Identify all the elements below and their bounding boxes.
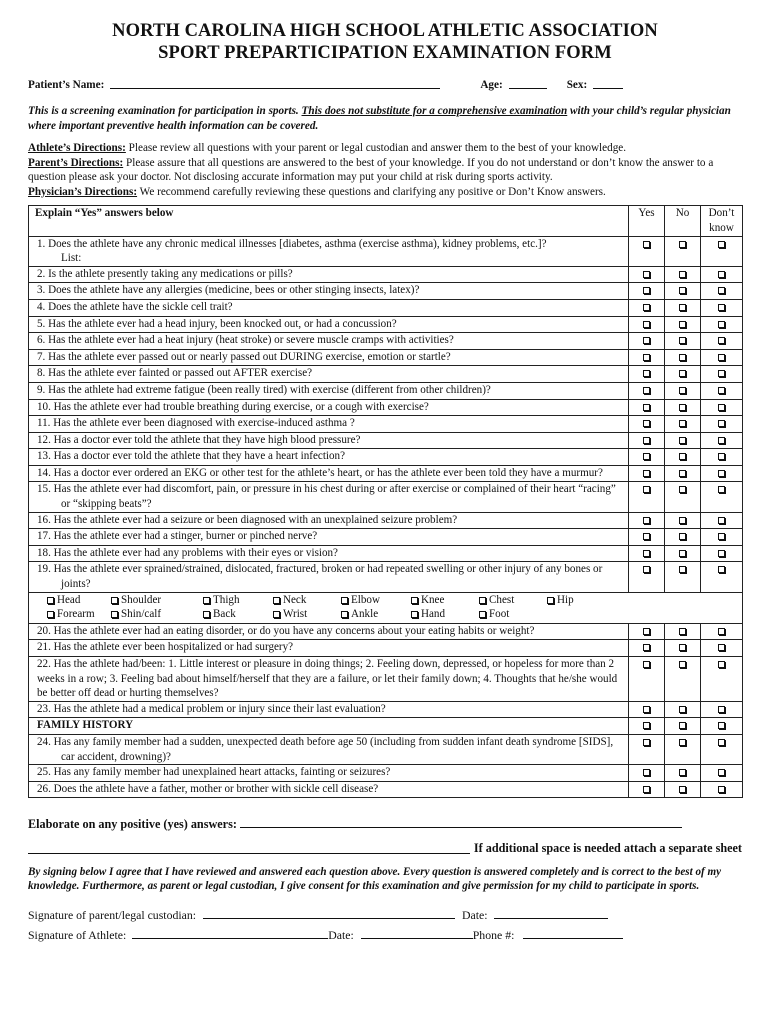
question-row-16 (29, 512, 743, 529)
question-text: 1. Does the athlete have any chronic medical illnesses [diabetes, asthma (exercise asthma), kidney problems, etc.]? (37, 237, 547, 250)
body-part-label: Neck (283, 593, 307, 606)
no-checkbox[interactable] (679, 387, 686, 394)
parent-date-field[interactable] (494, 907, 608, 919)
question-row-23 (29, 701, 743, 718)
dont-know-checkbox[interactable] (718, 241, 725, 248)
question-text: 9. Has the athlete had extreme fatigue (been really tired) with exercise (different from other children)? (37, 383, 491, 396)
additional-space-note: If additional space is needed attach a separate sheet (473, 840, 742, 855)
question-text: 12. Has a doctor ever told the athlete that they have high blood pressure? (37, 433, 361, 446)
question-row-13 (29, 449, 743, 466)
dont-know-checkbox[interactable] (718, 470, 725, 477)
body-part-label: Thigh (213, 593, 240, 606)
no-checkbox[interactable] (679, 739, 686, 746)
body-part-label: Forearm (57, 608, 95, 621)
no-checkbox[interactable] (679, 661, 686, 668)
yes-checkbox[interactable] (643, 722, 650, 729)
explain-header: Explain “Yes” answers below (29, 206, 629, 236)
question-text: 25. Has any family member had unexplained heart attacks, fainting or seizures? (37, 766, 391, 779)
question-text: 22. Has the athlete had/been: 1. Little interest or pleasure in doing things; 2. Feeling down, depressed, or hopeless for more than 2 weeks in a row; 3. Feeling bad about himself/herself that they are a failure, or let their family down; 4. Thoughts that he/she would be better off dead or hurting themselves? (37, 658, 618, 700)
question-row-5 (29, 316, 743, 333)
yes-checkbox[interactable] (643, 321, 650, 328)
body-part-shoulder[interactable] (111, 593, 203, 608)
no-checkbox[interactable] (679, 420, 686, 427)
sex-field[interactable] (593, 78, 623, 89)
question-row-2 (29, 266, 743, 283)
no-checkbox[interactable] (679, 337, 686, 344)
yes-checkbox[interactable] (643, 387, 650, 394)
question-text: 16. Has the athlete ever had a seizure or been diagnosed with an unexplained seizure problem? (37, 513, 458, 526)
question-text: 19. Has the athlete ever sprained/strained, dislocated, fractured, broken or had repeated swelling or other injury of any bones or joints? (37, 563, 603, 591)
sex-label: Sex: (566, 79, 588, 91)
checkbox-icon (479, 611, 486, 618)
body-part-label: Knee (421, 593, 445, 606)
body-part-knee[interactable] (411, 593, 479, 608)
yes-checkbox[interactable] (643, 241, 650, 248)
yes-checkbox[interactable] (643, 550, 650, 557)
body-parts-row (29, 592, 743, 623)
athlete-date-field[interactable] (361, 927, 473, 939)
question-text: 15. Has the athlete ever had discomfort, pain, or pressure in his chest during or after exercise or complained of their heart “racing” or “skipping beats”? (37, 483, 616, 511)
family-history-heading: FAMILY HISTORY (37, 719, 134, 732)
question-text: 11. Has the athlete ever been diagnosed with exercise-induced asthma ? (37, 417, 355, 430)
list-label: List: (61, 252, 82, 265)
no-checkbox[interactable] (679, 241, 686, 248)
no-checkbox[interactable] (679, 769, 686, 776)
question-row-26 (29, 781, 743, 798)
question-row-6 (29, 333, 743, 350)
yes-checkbox[interactable] (643, 786, 650, 793)
question-text: 17. Has the athlete ever had a stinger, burner or pinched nerve? (37, 530, 318, 543)
athlete-directions-text: Please review all questions with your parent or legal custodian and answer them to the best of your knowledge. (125, 142, 627, 154)
body-part-label: Hip (557, 593, 574, 606)
dont-know-checkbox[interactable] (718, 517, 725, 524)
checkbox-icon (479, 597, 486, 604)
dont-know-checkbox[interactable] (718, 566, 725, 573)
no-checkbox[interactable] (679, 550, 686, 557)
yes-checkbox[interactable] (643, 644, 650, 651)
no-checkbox[interactable] (679, 786, 686, 793)
no-checkbox[interactable] (679, 722, 686, 729)
question-row-19 (29, 562, 743, 592)
checkbox-icon (203, 611, 210, 618)
dont-know-checkbox[interactable] (718, 769, 725, 776)
yes-header: Yes (629, 206, 665, 236)
dont-know-checkbox[interactable] (718, 404, 725, 411)
dont-know-checkbox[interactable] (718, 437, 725, 444)
no-checkbox[interactable] (679, 370, 686, 377)
checkbox-icon (111, 611, 118, 618)
no-checkbox[interactable] (679, 287, 686, 294)
checkbox-icon (547, 597, 554, 604)
dont-know-checkbox[interactable] (718, 644, 725, 651)
title-line-2: SPORT PREPARTICIPATION EXAMINATION FORM (158, 43, 612, 63)
yes-checkbox[interactable] (643, 437, 650, 444)
body-part-label: Shin/calf (121, 608, 162, 621)
age-field[interactable] (509, 78, 547, 89)
dont-know-checkbox[interactable] (718, 420, 725, 427)
family-history-row (29, 718, 743, 735)
question-row-7 (29, 349, 743, 366)
question-row-15 (29, 482, 743, 512)
athlete-directions (28, 141, 742, 156)
no-header: No (665, 206, 701, 236)
screening-text-1: This is a screening examination for participation in sports. (28, 105, 302, 117)
body-part-label: Wrist (283, 608, 308, 621)
body-part-label: Chest (489, 593, 515, 606)
body-part-elbow[interactable] (341, 593, 411, 608)
physician-directions-text: We recommend carefully reviewing these questions and clarifying any positive or Don’t Know answers. (137, 185, 606, 198)
phone-label: Phone #: (472, 927, 515, 942)
dont-know-header: Don’t know (701, 206, 743, 236)
body-part-label: Head (57, 593, 81, 606)
no-checkbox[interactable] (679, 304, 686, 311)
checkbox-icon (411, 611, 418, 618)
dont-know-checkbox[interactable] (718, 321, 725, 328)
question-row-9 (29, 382, 743, 399)
question-text: 23. Has the athlete had a medical problem or injury since their last evaluation? (37, 702, 386, 715)
yes-checkbox[interactable] (643, 453, 650, 460)
body-part-label: Hand (421, 608, 446, 621)
dont-know-checkbox[interactable] (718, 453, 725, 460)
patient-info-row (28, 78, 742, 92)
parent-directions-label: Parent’s Directions: (28, 156, 124, 169)
parent-directions-text: Please assure that all questions are answered to the best of your knowledge. If you do not understand or don’t know the answer to a question please ask your doctor. Not disclosing accurate information may put your child at risk during sports activity. (28, 156, 714, 184)
body-part-foot[interactable] (479, 607, 547, 622)
questions-table (28, 205, 743, 798)
no-checkbox[interactable] (679, 321, 686, 328)
checkbox-icon (411, 597, 418, 604)
dont-know-checkbox[interactable] (718, 722, 725, 729)
body-part-shin-calf[interactable] (111, 607, 203, 622)
body-part-back[interactable] (203, 607, 273, 622)
dont-know-checkbox[interactable] (718, 304, 725, 311)
consent-statement: By signing below I agree that I have reviewed and answered each question above. Every question is answered completely and is correct to the best of my knowledge. Furthermore, as parent or legal custodian, I give consent for this examination and give permission for my child to participate in sports. (28, 865, 722, 893)
question-text: 8. Has the athlete ever fainted or passed out AFTER exercise? (37, 367, 313, 380)
question-text: 21. Has the athlete ever been hospitalized or had surgery? (37, 641, 294, 654)
yes-checkbox[interactable] (643, 486, 650, 493)
question-row-18 (29, 545, 743, 562)
body-part-hip[interactable] (547, 593, 607, 608)
body-parts-grid-2 (33, 607, 738, 622)
title-line-1: NORTH CAROLINA HIGH SCHOOL ATHLETIC ASSOCIATION (112, 21, 658, 41)
body-part-label: Elbow (351, 593, 380, 606)
athlete-signature-field[interactable] (132, 927, 328, 939)
body-part-head[interactable] (47, 593, 111, 608)
yes-checkbox[interactable] (643, 337, 650, 344)
checkbox-icon (47, 597, 54, 604)
dont-know-checkbox[interactable] (718, 786, 725, 793)
dont-know-checkbox[interactable] (718, 370, 725, 377)
yes-checkbox[interactable] (643, 661, 650, 668)
body-part-forearm[interactable] (47, 607, 111, 622)
dont-know-checkbox[interactable] (718, 706, 725, 713)
body-part-ankle[interactable] (341, 607, 411, 622)
question-text: 2. Is the athlete presently taking any medications or pills? (37, 267, 293, 280)
checkbox-icon (47, 611, 54, 618)
body-part-wrist[interactable] (273, 607, 341, 622)
dont-know-checkbox[interactable] (718, 387, 725, 394)
yes-checkbox[interactable] (643, 404, 650, 411)
body-parts-grid-1 (33, 593, 738, 608)
yes-checkbox[interactable] (643, 706, 650, 713)
dont-know-checkbox[interactable] (718, 739, 725, 746)
elaborate-field-2[interactable] (28, 841, 470, 854)
body-part-label: Ankle (351, 608, 379, 621)
checkbox-icon (203, 597, 210, 604)
question-text: 3. Does the athlete have any allergies (medicine, bees or other stinging insects, latex)? (37, 284, 420, 297)
yes-checkbox[interactable] (643, 470, 650, 477)
signature-block (28, 902, 742, 948)
dont-know-checkbox[interactable] (718, 287, 725, 294)
no-checkbox[interactable] (679, 628, 686, 635)
dont-know-checkbox[interactable] (718, 628, 725, 635)
question-text: 14. Has a doctor ever ordered an EKG or other test for the athlete’s heart, or has the athlete ever been told they have a murmur? (37, 466, 603, 479)
parent-signature-field[interactable] (203, 907, 455, 919)
question-row-10 (29, 399, 743, 416)
phone-field[interactable] (523, 927, 623, 939)
no-checkbox[interactable] (679, 404, 686, 411)
no-checkbox[interactable] (679, 517, 686, 524)
dont-know-checkbox[interactable] (718, 337, 725, 344)
parent-signature-label: Signature of parent/legal custodian: (28, 907, 197, 922)
question-row-1 (29, 236, 743, 266)
body-part-neck[interactable] (273, 593, 341, 608)
patient-name-field[interactable] (110, 78, 440, 89)
question-text: 10. Has the athlete ever had trouble breathing during exercise, or a cough with exercise? (37, 400, 429, 413)
body-part-hand[interactable] (411, 607, 479, 622)
question-row-21 (29, 640, 743, 657)
yes-checkbox[interactable] (643, 739, 650, 746)
screening-notice (28, 104, 742, 134)
dont-know-checkbox[interactable] (718, 661, 725, 668)
dont-know-checkbox[interactable] (718, 271, 725, 278)
yes-checkbox[interactable] (643, 420, 650, 427)
athlete-directions-label: Athlete’s Directions: (28, 142, 126, 154)
question-text: 20. Has the athlete ever had an eating disorder, or do you have any concerns about your eating habits or weight? (37, 624, 535, 637)
no-checkbox[interactable] (679, 437, 686, 444)
no-checkbox[interactable] (679, 566, 686, 573)
question-row-4 (29, 299, 743, 316)
yes-checkbox[interactable] (643, 271, 650, 278)
yes-checkbox[interactable] (643, 566, 650, 573)
body-part-chest[interactable] (479, 593, 547, 608)
dont-know-checkbox[interactable] (718, 533, 725, 540)
checkbox-icon (341, 597, 348, 604)
body-part-label: Back (213, 608, 236, 621)
question-row-17 (29, 529, 743, 546)
physician-directions-label: Physician’s Directions: (28, 185, 138, 198)
elaborate-row-2 (28, 841, 742, 856)
directions (28, 141, 742, 199)
patient-name-label: Patient’s Name: (28, 79, 105, 91)
athlete-signature-row (28, 922, 742, 948)
question-row-20 (29, 623, 743, 640)
yes-checkbox[interactable] (643, 517, 650, 524)
checkbox-icon (341, 611, 348, 618)
table-header (29, 206, 743, 236)
parent-directions (28, 156, 742, 185)
athlete-signature-label: Signature of Athlete: (28, 927, 127, 942)
physician-directions (28, 185, 742, 200)
question-row-8 (29, 366, 743, 383)
question-text: 24. Has any family member had a sudden, unexpected death before age 50 (including from sudden infant death syndrome [SIDS], car accident, drowning)? (37, 735, 614, 763)
yes-checkbox[interactable] (643, 533, 650, 540)
question-row-25 (29, 765, 743, 782)
yes-checkbox[interactable] (643, 287, 650, 294)
checkbox-icon (273, 597, 280, 604)
body-part-label: Foot (489, 608, 510, 621)
elaborate-field[interactable] (240, 816, 682, 828)
no-checkbox[interactable] (679, 533, 686, 540)
parent-date-label: Date: (461, 907, 488, 922)
question-text: 26. Does the athlete have a father, mother or brother with sickle cell disease? (37, 782, 379, 795)
age-label: Age: (480, 79, 503, 91)
athlete-date-label: Date: (328, 927, 354, 942)
no-checkbox[interactable] (679, 470, 686, 477)
dont-know-checkbox[interactable] (718, 550, 725, 557)
no-checkbox[interactable] (679, 706, 686, 713)
question-row-14 (29, 465, 743, 482)
yes-checkbox[interactable] (643, 370, 650, 377)
question-text: 6. Has the athlete ever had a heat injury (heat stroke) or severe muscle cramps with activities? (37, 334, 454, 347)
no-checkbox[interactable] (679, 486, 686, 493)
dont-know-checkbox[interactable] (718, 486, 725, 493)
question-text: 13. Has a doctor ever told the athlete that they have a heart infection? (37, 450, 346, 463)
no-checkbox[interactable] (679, 453, 686, 460)
checkbox-icon (273, 611, 280, 618)
dont-know-checkbox[interactable] (718, 354, 725, 361)
body-part-label: Shoulder (121, 593, 162, 606)
question-row-3 (29, 283, 743, 300)
screening-text-2: with your child’s regular physician where important preventive health information can be covered. (28, 105, 731, 132)
question-text: 18. Has the athlete ever had any problems with their eyes or vision? (37, 546, 338, 559)
form-title (28, 20, 742, 64)
screening-text-underlined: This does not substitute for a comprehensive examination (301, 105, 568, 117)
elaborate-label: Elaborate on any positive (yes) answers: (28, 817, 237, 832)
body-part-thigh[interactable] (203, 593, 273, 608)
no-checkbox[interactable] (679, 271, 686, 278)
question-row-22 (29, 657, 743, 702)
yes-checkbox[interactable] (643, 304, 650, 311)
question-row-12 (29, 432, 743, 449)
yes-checkbox[interactable] (643, 628, 650, 635)
question-row-11 (29, 416, 743, 433)
yes-checkbox[interactable] (643, 769, 650, 776)
no-checkbox[interactable] (679, 354, 686, 361)
question-row-24 (29, 734, 743, 764)
question-text: 7. Has the athlete ever passed out or nearly passed out DURING exercise, emotion or startle? (37, 350, 451, 363)
checkbox-icon (111, 597, 118, 604)
yes-checkbox[interactable] (643, 354, 650, 361)
question-text: 5. Has the athlete ever had a head injury, been knocked out, or had a concussion? (37, 317, 397, 330)
no-checkbox[interactable] (679, 644, 686, 651)
elaborate-row (28, 816, 742, 832)
question-text: 4. Does the athlete have the sickle cell trait? (37, 300, 233, 313)
